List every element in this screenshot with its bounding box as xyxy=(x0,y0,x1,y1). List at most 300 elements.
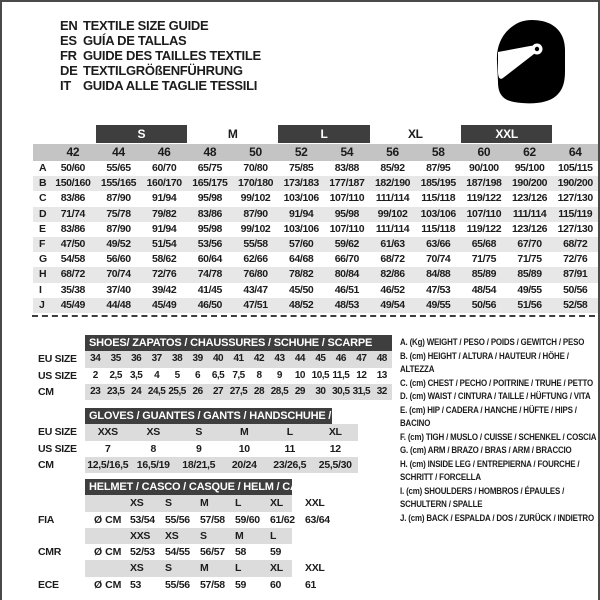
table-cell: 55/65 xyxy=(106,162,131,174)
value-cell: 54/55 xyxy=(165,546,190,559)
table-cell: 150/160 xyxy=(55,177,91,190)
cells-band xyxy=(85,368,392,384)
table-cell: 45/49 xyxy=(60,298,85,311)
helmet-value-row xyxy=(38,544,378,560)
unit-spacer xyxy=(85,528,130,544)
cells-band xyxy=(85,424,358,440)
value-cell: 59 xyxy=(235,578,247,591)
table-cell: 74/78 xyxy=(197,268,222,281)
size-band-xl: XL xyxy=(407,127,423,141)
value-cell: 44 xyxy=(294,353,305,365)
helmet-icon xyxy=(490,16,568,106)
table-cell: 155/165 xyxy=(100,177,137,190)
dashed-divider xyxy=(32,315,595,317)
table-cell: 71/75 xyxy=(517,253,542,266)
value-cell: 20/24 xyxy=(231,458,257,471)
value-cell: 24,5 xyxy=(147,385,166,397)
gloves-table xyxy=(38,408,398,473)
row-letter: G xyxy=(39,253,47,266)
value-cell: 35 xyxy=(110,353,121,365)
value-cell: 41 xyxy=(233,353,244,365)
table-cell: 99/102 xyxy=(377,207,408,220)
helmet-value-row xyxy=(38,577,378,593)
table-cell: 107/110 xyxy=(329,192,365,205)
value-cell: 36 xyxy=(131,353,142,365)
legend-item: A. (Kg) WEIGHT / PESO / POIDS / GEWITCH / PESO xyxy=(400,337,585,347)
table-cell: 76/80 xyxy=(243,268,268,281)
table-cell: 78/82 xyxy=(289,268,314,281)
table-cell: 49/52 xyxy=(106,237,131,250)
size-cell: L xyxy=(270,529,277,542)
table-cell: 66/70 xyxy=(334,253,359,266)
language-code: FR xyxy=(60,48,77,63)
table-cell: 68/72 xyxy=(380,253,405,266)
table-row xyxy=(38,457,398,473)
band-spacer xyxy=(50,125,96,143)
table-cell: 107/110 xyxy=(329,222,365,235)
value-cell: M xyxy=(240,426,249,439)
table-row xyxy=(38,351,398,367)
table-cell: 72/76 xyxy=(152,268,177,281)
table-cell: 103/106 xyxy=(283,222,319,235)
helmet-value-band xyxy=(85,577,340,593)
gloves-header-row xyxy=(38,408,398,424)
value-cell: 59/60 xyxy=(235,513,260,526)
language-row xyxy=(60,63,261,78)
value-cell: 61/62 xyxy=(270,513,295,526)
value-cell: 9 xyxy=(276,369,282,381)
textile-size-table xyxy=(33,125,598,313)
value-cell: 43 xyxy=(274,353,285,365)
table-row xyxy=(38,424,398,440)
table-cell: 67/70 xyxy=(517,237,542,250)
table-cell: 71/74 xyxy=(60,207,85,220)
language-title: GUIDA ALLE TAGLIE TESSILI xyxy=(83,78,258,93)
helmet-size-table xyxy=(38,479,378,593)
table-cell: 83/86 xyxy=(197,207,222,220)
value-cell: 55/56 xyxy=(165,578,190,591)
helmet-size-band xyxy=(85,528,340,544)
language-row xyxy=(60,18,261,33)
table-cell: 47/53 xyxy=(426,283,451,296)
table-cell: 50/56 xyxy=(563,283,588,296)
table-cell: 103/106 xyxy=(420,207,456,220)
value-cell: 28,5 xyxy=(270,385,289,397)
value-cell: 2 xyxy=(92,369,98,381)
row-label: CM xyxy=(38,385,54,398)
table-cell: 54/58 xyxy=(60,253,85,266)
table-cell: 105/115 xyxy=(557,162,593,174)
language-title: TEXTILGRÖßENFÜHRUNG xyxy=(83,63,243,78)
size-cell: S xyxy=(200,529,207,542)
value-cell: S xyxy=(195,426,203,439)
table-cell: 70/74 xyxy=(426,253,451,266)
table-cell: 60/70 xyxy=(152,162,177,174)
value-cell: 48 xyxy=(376,353,387,365)
table-cell: 83/86 xyxy=(60,222,85,235)
size-cell: XL xyxy=(270,497,283,510)
table-cell: 51/56 xyxy=(517,298,542,311)
value-cell: 25,5/30 xyxy=(318,458,352,471)
row-letter: B xyxy=(39,177,47,190)
measurement-rows xyxy=(33,161,598,313)
cells-band xyxy=(85,351,392,367)
legend-item: J. (cm) BACK / ESPALDA / DOS / ZURÜCK / INDIETRO xyxy=(400,512,594,523)
table-cell: 61/63 xyxy=(380,237,405,250)
table-cell: 99/102 xyxy=(240,222,271,235)
spacer xyxy=(38,408,85,424)
table-cell: 95/98 xyxy=(334,207,359,220)
cells-band xyxy=(85,441,358,457)
value-cell: 7,5 xyxy=(232,369,245,381)
language-row xyxy=(60,33,261,48)
row-label: EU SIZE xyxy=(38,353,77,366)
value-cell: 13 xyxy=(376,369,387,381)
size-cell: L xyxy=(235,562,242,575)
column-header: 60 xyxy=(477,145,491,159)
table-cell: 95/98 xyxy=(197,192,222,205)
column-header: 62 xyxy=(523,145,536,159)
table-cell: 99/102 xyxy=(240,192,271,205)
language-title: GUÍA DE TALLAS xyxy=(83,33,187,48)
legend-item: I. (cm) SHOULDERS / HOMBROS / ÉPAULES / SCHULTERN / SPALLE xyxy=(400,485,565,509)
value-cell: 27 xyxy=(212,385,224,397)
table-cell: 177/187 xyxy=(329,177,365,190)
table-cell: 49/55 xyxy=(517,283,542,296)
value-cell: 23/26,5 xyxy=(273,458,307,471)
value-cell: 38 xyxy=(172,353,183,365)
value-cell: 10 xyxy=(238,442,250,455)
table-cell: 115/118 xyxy=(421,192,456,205)
value-cell: 25,5 xyxy=(168,385,186,397)
size-band-xxl: XXL xyxy=(461,125,552,143)
value-cell: 8 xyxy=(256,369,262,381)
column-header: 50 xyxy=(249,145,262,159)
helmet-size-row xyxy=(38,495,378,511)
table-cell: 190/200 xyxy=(557,177,593,190)
value-cell: XL xyxy=(328,426,342,439)
table-row xyxy=(33,267,598,282)
row-letter: F xyxy=(39,237,46,250)
row-letter: E xyxy=(39,222,46,235)
value-cell: 40 xyxy=(212,353,224,365)
value-cell: 7 xyxy=(104,442,111,455)
value-cell: 59 xyxy=(270,546,282,559)
table-cell: 75/85 xyxy=(289,162,314,174)
row-label: US SIZE xyxy=(38,369,77,382)
standard-label: CMR xyxy=(38,546,62,559)
table-row xyxy=(33,237,598,252)
value-cell: 6 xyxy=(195,369,201,381)
column-header: 42 xyxy=(66,145,80,159)
row-letter: C xyxy=(39,192,47,205)
value-cell: 60 xyxy=(270,578,282,591)
table-row xyxy=(33,176,598,191)
size-cell: XXL xyxy=(305,497,325,510)
language-code: EN xyxy=(60,18,78,33)
table-cell: 111/114 xyxy=(512,207,547,220)
table-cell: 84/88 xyxy=(426,268,451,281)
size-cell: XS xyxy=(130,562,144,575)
shoes-header-row xyxy=(38,335,398,351)
table-cell: 182/190 xyxy=(374,177,411,190)
table-cell: 70/74 xyxy=(106,268,131,281)
value-cell: 39 xyxy=(192,353,203,365)
size-cell: XL xyxy=(270,562,283,575)
band-spacer xyxy=(552,125,598,143)
value-cell: 23,5 xyxy=(106,385,125,397)
table-row xyxy=(33,283,598,298)
table-cell: 185/195 xyxy=(420,177,456,190)
value-cell: L xyxy=(286,426,293,439)
value-cell: 34 xyxy=(90,353,101,365)
language-title: GUIDE DES TAILLES TEXTILE xyxy=(83,48,261,63)
value-cell: 12 xyxy=(356,369,367,381)
value-cell: 2,5 xyxy=(109,369,122,381)
table-cell: 49/55 xyxy=(426,298,451,311)
value-cell: 6,5 xyxy=(211,369,225,381)
value-cell: 37 xyxy=(151,353,162,365)
table-row xyxy=(33,252,598,267)
spacer xyxy=(38,479,85,495)
table-cell: 64/68 xyxy=(289,253,314,266)
helmet-size-band xyxy=(85,560,340,576)
table-cell: 85/92 xyxy=(380,162,405,174)
table-cell: 65/75 xyxy=(197,162,222,174)
value-cell: 57/58 xyxy=(200,513,225,526)
row-label-spacer xyxy=(33,144,50,161)
value-cell: 30,5 xyxy=(332,385,350,397)
standard-label: ECE xyxy=(38,578,59,591)
table-cell: 82/86 xyxy=(380,268,405,281)
size-cell: XS xyxy=(130,497,144,510)
value-cell: 5 xyxy=(174,369,180,381)
value-cell: 24 xyxy=(131,385,142,397)
table-cell: 48/54 xyxy=(471,283,497,296)
helmet-rows xyxy=(38,495,378,593)
helmet-header: HELMET / CASCO / CASQUE / HELM / CASCO xyxy=(85,479,292,495)
cells-band xyxy=(85,384,392,400)
table-row xyxy=(33,191,598,206)
value-cell: 4 xyxy=(154,369,160,381)
row-letter: I xyxy=(39,283,42,296)
language-row xyxy=(60,78,261,93)
table-cell: 62/66 xyxy=(243,253,268,266)
table-cell: 115/118 xyxy=(421,222,456,235)
table-cell: 60/64 xyxy=(197,253,222,266)
size-cell: XXL xyxy=(305,562,325,575)
size-cell: M xyxy=(200,562,209,575)
table-cell: 46/52 xyxy=(380,283,405,296)
language-code: IT xyxy=(60,78,71,93)
legend-item: F. (cm) TIGH / MUSLO / CUISSE / SCHENKEL / COSCIA xyxy=(400,431,597,442)
legend-item: E. (cm) HIP / CADERA / HANCHE / HÜFTE / HIPS / BACINO xyxy=(400,404,577,428)
table-cell: 87/91 xyxy=(563,268,588,281)
table-cell: 119/122 xyxy=(466,192,502,205)
legend-item: H. (cm) INSIDE LEG / ENTREPIERNA / FOURCHE / SCHRITT / FORCELLA xyxy=(400,458,580,482)
table-cell: 91/94 xyxy=(152,222,177,235)
table-cell: 119/122 xyxy=(466,222,502,235)
table-cell: 83/88 xyxy=(334,162,359,174)
value-cell: 18/21,5 xyxy=(182,458,216,471)
value-cell: 12 xyxy=(329,442,341,455)
table-cell: 48/52 xyxy=(289,298,314,311)
measurement-legend xyxy=(400,336,600,525)
standard-label: FIA xyxy=(38,513,55,526)
value-cell: 52/53 xyxy=(130,546,155,559)
value-cell: 27,5 xyxy=(229,385,248,397)
table-cell: 87/95 xyxy=(426,162,451,174)
table-cell: 165/175 xyxy=(192,177,228,190)
table-cell: 187/198 xyxy=(466,177,502,190)
column-header: 56 xyxy=(386,145,399,159)
table-cell: 95/100 xyxy=(514,162,545,174)
value-cell: 8 xyxy=(150,442,157,455)
language-row xyxy=(60,48,261,63)
helmet-header-row xyxy=(38,479,378,495)
table-row xyxy=(33,298,598,313)
table-cell: 37/40 xyxy=(106,283,131,296)
column-header: 58 xyxy=(431,145,445,159)
table-cell: 47/51 xyxy=(243,298,268,311)
table-cell: 170/180 xyxy=(237,177,274,190)
table-cell: 68/72 xyxy=(60,268,85,281)
helmet-size-row xyxy=(38,528,378,544)
value-cell: 31,5 xyxy=(352,385,371,397)
legend-item: C. (cm) CHEST / PECHO / POITRINE / TRUHE / PETTO xyxy=(400,377,593,388)
value-cell: 23 xyxy=(90,385,101,397)
table-cell: 75/78 xyxy=(106,207,131,220)
table-cell: 59/62 xyxy=(334,237,359,250)
table-cell: 51/54 xyxy=(152,237,177,250)
size-band-row xyxy=(50,125,598,143)
spacer xyxy=(38,560,85,576)
size-cell: L xyxy=(235,497,242,510)
table-row xyxy=(38,368,398,384)
legend-item: G. (cm) ARM / BRAZO / BRAS / ARM / BRACCIO xyxy=(400,445,572,455)
cells-band xyxy=(85,457,358,473)
size-band-m: M xyxy=(227,127,238,141)
legend-item: D. (cm) WAIST / CINTURA / TAILLE / HÜFTUNG / VITA xyxy=(400,391,591,401)
size-band-s: S xyxy=(96,125,187,143)
table-cell: 72/76 xyxy=(563,253,588,266)
table-cell: 39/42 xyxy=(152,283,177,296)
table-cell: 48/53 xyxy=(334,298,359,311)
size-cell: M xyxy=(235,529,244,542)
gloves-header: GLOVES / GUANTES / GANTS / HANDSCHUHE / GUANTI xyxy=(85,408,332,424)
value-cell: 10 xyxy=(294,369,305,381)
helmet-size-row xyxy=(38,560,378,576)
value-cell: 63/64 xyxy=(305,513,330,526)
table-cell: 52/58 xyxy=(563,298,588,311)
table-row xyxy=(33,207,598,222)
table-cell: 95/98 xyxy=(197,222,222,235)
value-cell: 42 xyxy=(253,353,265,365)
size-cell: M xyxy=(200,497,209,510)
table-cell: 123/126 xyxy=(511,192,548,205)
table-cell: 91/94 xyxy=(289,207,314,220)
table-cell: 85/89 xyxy=(471,268,497,281)
table-cell: 56/60 xyxy=(106,253,131,266)
table-cell: 45/50 xyxy=(289,283,314,296)
gloves-rows xyxy=(38,424,398,473)
table-cell: 63/66 xyxy=(426,237,451,250)
value-cell: 61 xyxy=(305,578,317,591)
table-cell: 103/106 xyxy=(283,192,319,205)
value-cell: 32 xyxy=(376,385,387,397)
table-cell: 47/50 xyxy=(60,237,85,250)
value-cell: XXS xyxy=(97,426,118,439)
unit-cell: Ø CM xyxy=(94,513,122,526)
table-row xyxy=(38,384,398,400)
spacer xyxy=(38,528,85,544)
column-header: 46 xyxy=(157,145,171,159)
value-cell: 29 xyxy=(294,385,305,397)
table-cell: 50/60 xyxy=(60,162,85,174)
size-number-row xyxy=(33,144,598,161)
table-cell: 190/200 xyxy=(511,177,548,190)
row-letter: A xyxy=(39,162,47,174)
column-header: 52 xyxy=(294,145,308,159)
value-cell: 58 xyxy=(235,546,247,559)
helmet-value-row xyxy=(38,512,378,528)
table-cell: 107/110 xyxy=(466,207,502,220)
row-letter: H xyxy=(39,268,47,281)
value-cell: 26 xyxy=(192,385,203,397)
table-cell: 41/45 xyxy=(197,283,222,296)
value-cell: 28 xyxy=(253,385,265,397)
value-cell: 10,5 xyxy=(311,369,330,381)
value-cell: 56/57 xyxy=(200,546,225,559)
table-cell: 70/80 xyxy=(243,162,268,174)
size-cell: S xyxy=(165,562,172,575)
language-title-block xyxy=(60,18,261,93)
table-cell: 44/48 xyxy=(106,298,131,311)
table-cell: 91/94 xyxy=(152,192,177,205)
value-cell: 45 xyxy=(315,353,326,365)
table-cell: 68/72 xyxy=(563,237,588,250)
column-header: 48 xyxy=(203,145,217,159)
table-cell: 46/50 xyxy=(197,298,222,311)
table-cell: 79/82 xyxy=(152,207,177,220)
table-cell: 90/100 xyxy=(469,162,499,174)
unit-spacer xyxy=(85,495,130,511)
table-cell: 127/130 xyxy=(557,222,593,235)
value-cell: 11,5 xyxy=(332,369,350,381)
language-code: DE xyxy=(60,63,78,78)
table-cell: 127/130 xyxy=(557,192,593,205)
column-header: 64 xyxy=(568,145,582,159)
table-cell: 35/38 xyxy=(60,283,85,296)
unit-spacer xyxy=(85,560,130,576)
size-cell: S xyxy=(165,497,172,510)
value-cell: 46 xyxy=(335,353,346,365)
table-cell: 80/84 xyxy=(334,268,359,281)
size-band-l: L xyxy=(278,125,369,143)
row-label: EU SIZE xyxy=(38,426,77,439)
table-cell: 58/62 xyxy=(152,253,177,266)
size-cell: XS xyxy=(165,529,179,542)
value-cell: 53 xyxy=(130,578,142,591)
column-header: 54 xyxy=(340,145,354,159)
language-title: TEXTILE SIZE GUIDE xyxy=(83,18,209,33)
column-header: 44 xyxy=(112,145,125,159)
table-cell: 85/89 xyxy=(517,268,542,281)
value-cell: 53/54 xyxy=(130,513,155,526)
table-cell: 53/56 xyxy=(197,237,222,250)
value-cell: 12,5/16,5 xyxy=(87,458,129,471)
table-cell: 57/60 xyxy=(289,237,314,250)
